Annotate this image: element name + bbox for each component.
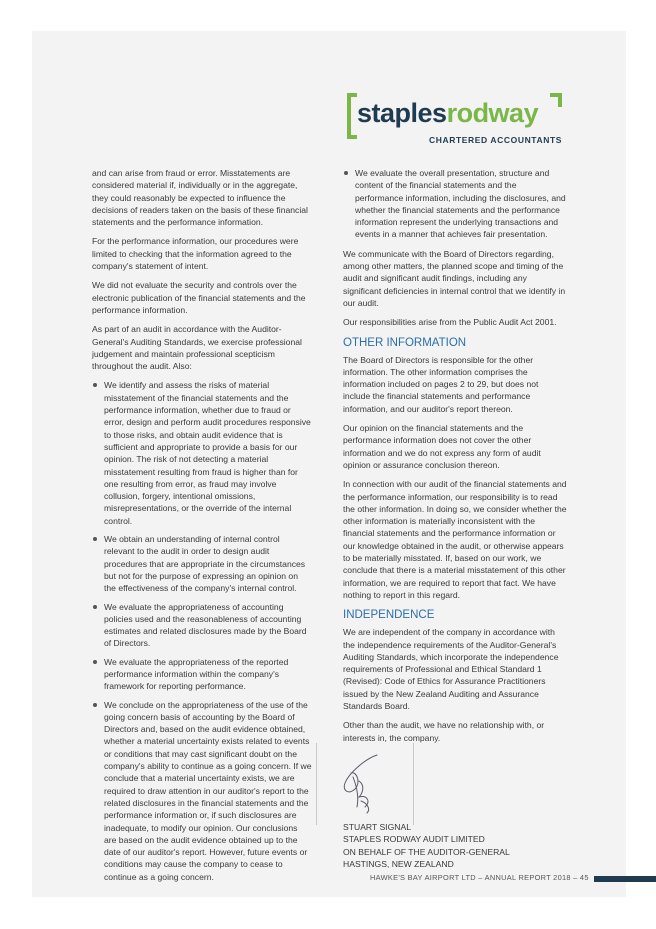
left-column	[92, 167, 312, 890]
list-item: We evaluate the appropriateness of accounting policies used and the reasonableness of accounting estimates and related disclosures made by the Board of Directors.	[92, 601, 312, 650]
list-item: We conclude on the appropriateness of the use of the going concern basis of accounting by the Board of Directors and, based on the audit evidence obtained, whether a material uncertainty exists related to events or conditions that may cast significant doubt on the company's ability to continue as a going concern. If we conclude that a material uncertainty exists, we are required to draw attention in our auditor's report to the related disclosures in the financial statements and the performance information or, if such disclosures are inadequate, to modify our opinion. Our conclusions are based on the audit evidence obtained up to the date of our auditor's report. However, future events or conditions may cause the company to cease to continue as a going concern.	[92, 699, 312, 883]
paragraph: Other than the audit, we have no relationship with, or interests in, the company.	[343, 720, 545, 743]
heading-other-information: OTHER INFORMATION	[343, 336, 467, 349]
signatory-behalf: ON BEHALF OF THE AUDITOR-GENERAL	[343, 846, 510, 857]
paragraph: For the performance information, our procedures were limited to checking that the information agreed to the company's statement of intent.	[92, 236, 299, 272]
paragraph: As part of an audit in accordance with the Auditor-General's Auditing Standards, we exercise professional judgement and maintain professional scepticism throughout the audit. Also:	[92, 324, 302, 372]
handwritten-signature	[337, 751, 397, 817]
logo-word-staples: staples	[357, 98, 447, 128]
paragraph: The Board of Directors is responsible for the other information. The other information comprises the information included on pages 2 to 29, but does not include the financial statements and performance information, and our auditor's report thereon.	[343, 354, 539, 414]
signatory-firm: STAPLES RODWAY AUDIT LIMITED	[343, 834, 485, 845]
signatory-place: HASTINGS, NEW ZEALAND	[343, 859, 454, 870]
logo-bracket-right	[550, 93, 562, 107]
right-column	[343, 167, 567, 871]
paragraph: Our responsibilities arise from the Public Audit Act 2001.	[343, 317, 557, 328]
logo-wordmark	[357, 98, 538, 128]
list-item: We identify and assess the risks of material misstatement of the financial statements and the performance information, whether due to fraud or error, design and perform audit procedures responsive to those risks, and obtain audit evidence that is sufficient and appropriate to provide a basis for our opinion. The risk of not detecting a material misstatement resulting from fraud is higher than for one resulting from error, as fraud may involve collusion, forgery, intentional omissions, misrepresentations, or the override of the internal control.	[92, 379, 312, 527]
paragraph: We did not evaluate the security and controls over the electronic publication of the financial statements and the performance information.	[92, 280, 306, 315]
paragraph: In connection with our audit of the financial statements and the performance information, our responsibility is to read the other information. In doing so, we consider whether the other information is materially inconsistent with the financial statements and the performance information or our knowledge obtained in the audit, or otherwise appears to be materially misstated. If, based on our work, we conclude that there is a material misstatement of this other information, we are required to report that fact. We have nothing to report in this regard.	[343, 479, 567, 600]
presentation-list	[343, 167, 567, 241]
paragraph: Our opinion on the financial statements and the performance information does not cover the other information and we do not express any form of audit opinion or assurance conclusion thereon.	[343, 423, 541, 470]
signatory-block	[343, 821, 567, 871]
paragraph: We are independent of the company in accordance with the independence requirements of the Auditor-General's Auditing Standards, which incorporate the independence requirements of Professional and Ethical Standard 1 (Revised): Code of Ethics for Assurance Practitioners issued by the New Zealand Auditing and Assurance Standards Board.	[343, 627, 559, 711]
signatory-name: STUART SIGNAL	[343, 821, 411, 832]
list-item: We obtain an understanding of internal control relevant to the audit in order to design audit procedures that are appropriate in the circumstances but not for the purpose of expressing an opinion on the effectiveness of the company's internal control.	[92, 533, 312, 594]
signature-area	[343, 751, 567, 819]
firm-logo	[347, 93, 565, 155]
footer-accent-bar	[594, 876, 656, 882]
logo-word-rodway: rodway	[446, 98, 539, 128]
paragraph: We communicate with the Board of Directors regarding, among other matters, the planned scope and timing of the audit and significant audit findings, including any significant deficiencies in internal control that we identify in our audit.	[343, 248, 566, 308]
audit-procedures-list	[92, 379, 312, 883]
list-item: We evaluate the overall presentation, structure and content of the financial statements and the performance information, including the disclosures, and whether the financial statements and the performance information represent the underlying transactions and events in a manner that achieves fair presentation.	[343, 167, 567, 241]
paragraph: and can arise from fraud or error. Misstatements are considered material if, individually or in the aggregate, they could reasonably be expected to influence the decisions of readers taken on the basis of these financial statements and the performance information.	[92, 168, 308, 228]
heading-independence: INDEPENDENCE	[343, 609, 435, 622]
page-footer: HAWKE'S BAY AIRPORT LTD – ANNUAL REPORT 2018 – 45	[370, 873, 589, 882]
list-item: We evaluate the appropriateness of the reported performance information within the company's framework for reporting performance.	[92, 656, 312, 693]
logo-bracket-left	[347, 93, 357, 139]
logo-subtitle: CHARTERED ACCOUNTANTS	[429, 135, 563, 145]
